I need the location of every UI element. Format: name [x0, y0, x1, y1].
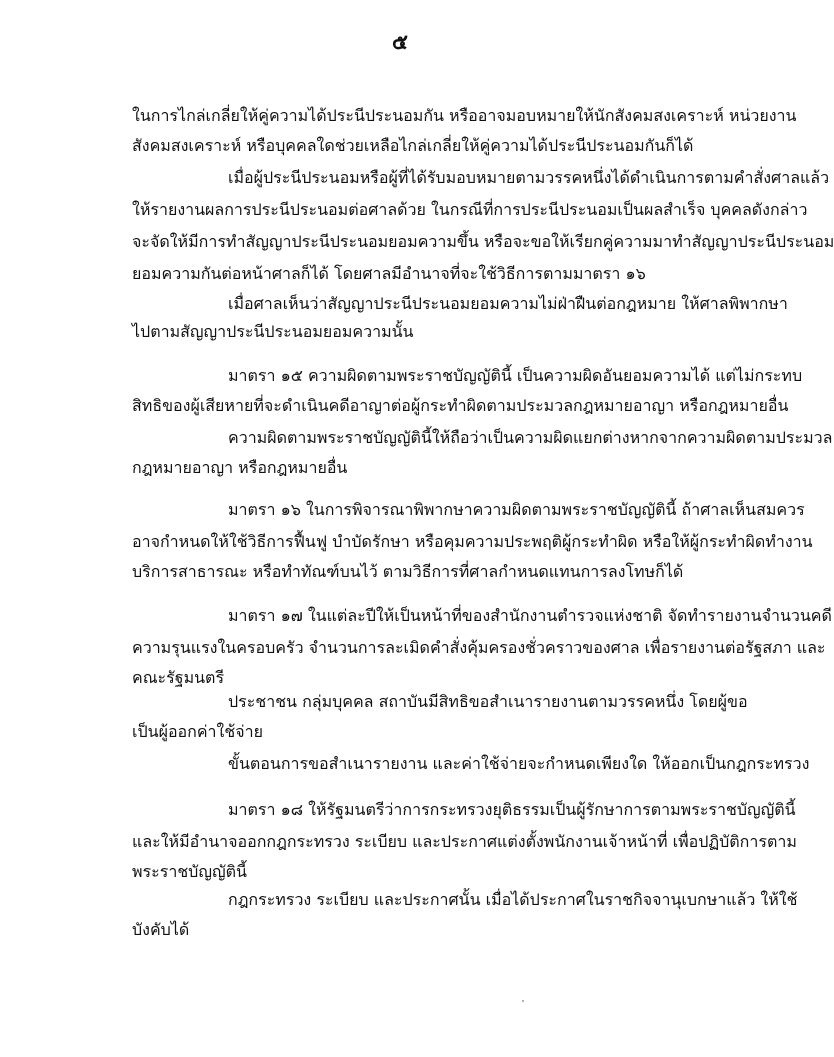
text-line: ในการไกล่เกลี่ยให้คู่ความได้ประนีประนอมกัน หรืออาจมอบหมายให้นักสังคมสงเคราะห์ หน่วยงาน: [132, 106, 797, 125]
text-line: ไปตามสัญญาประนีประนอมยอมความนั้น: [132, 322, 414, 341]
text-line: สิทธิของผู้เสียหายที่จะดำเนินคดีอาญาต่อผู้กระทำผิดตามประมวลกฎหมายอาญา หรือกฎหมายอื่น: [132, 396, 789, 415]
text-line: เป็นผู้ออกค่าใช้จ่าย: [132, 722, 263, 741]
text-line: สังคมสงเคราะห์ หรือบุคคลใดช่วยเหลือไกล่เกลี่ยให้คู่ความได้ประนีประนอมกันก็ได้: [132, 136, 694, 155]
text-line: มาตรา ๑๗ ในแต่ละปีให้เป็นหน้าที่ของสำนักงานตำรวจแห่งชาติ จัดทำรายงานจำนวนคดี: [228, 606, 832, 625]
text-line: บริการสาธารณะ หรือทำทัณฑ์บนไว้ ตามวิธีการที่ศาลกำหนดแทนการลงโทษก็ได้: [132, 562, 684, 581]
text-line: และให้มีอำนาจออกกฎกระทรวง ระเบียบ และประกาศแต่งตั้งพนักงานเจ้าหน้าที่ เพื่อปฏิบัติการตาม: [132, 832, 797, 851]
text-line: จะจัดให้มีการทำสัญญาประนีประนอมยอมความขึ้น หรือจะขอให้เรียกคู่ความมาทำสัญญาประนีประนอม: [132, 232, 834, 251]
text-line: ขั้นตอนการขอสำเนารายงาน และค่าใช้จ่ายจะกำหนดเพียงใด ให้ออกเป็นกฎกระทรวง: [228, 754, 810, 773]
text-line: ให้รายงานผลการประนีประนอมต่อศาลด้วย ในกรณีที่การประนีประนอมเป็นผลสำเร็จ บุคคลดังกล่าว: [132, 200, 808, 219]
text-line: มาตรา ๑๘ ให้รัฐมนตรีว่าการกระทรวงยุติธรรมเป็นผู้รักษาการตามพระราชบัญญัตินี้: [228, 800, 796, 819]
page-number: ๕: [392, 29, 408, 54]
scan-speck: [522, 1000, 524, 1002]
text-line: ยอมความกันต่อหน้าศาลก็ได้ โดยศาลมีอำนาจที่จะใช้วิธีการตามมาตรา ๑๖: [132, 264, 646, 283]
text-line: ความผิดตามพระราชบัญญัตินี้ให้ถือว่าเป็นความผิดแยกต่างหากจากความผิดตามประมวล: [228, 428, 833, 447]
text-line: บังคับได้: [132, 920, 190, 939]
text-line: ความรุนแรงในครอบครัว จำนวนการละเมิดคำสั่งคุ้มครองชั่วคราวของศาล เพื่อรายงานต่อรัฐสภา และ: [132, 638, 826, 657]
text-line: เมื่อศาลเห็นว่าสัญญาประนีประนอมยอมความไม่ฝ่าฝืนต่อกฎหมาย ให้ศาลพิพากษา: [228, 294, 788, 313]
text-line: กฎกระทรวง ระเบียบ และประกาศนั้น เมื่อได้ประกาศในราชกิจจานุเบกษาแล้ว ให้ใช้: [228, 890, 798, 909]
text-line: มาตรา ๑๖ ในการพิจารณาพิพากษาความผิดตามพระราชบัญญัตินี้ ถ้าศาลเห็นสมควร: [228, 500, 805, 519]
text-line: ประชาชน กลุ่มบุคคล สถาบันมีสิทธิขอสำเนารายงานตามวรรคหนึ่ง โดยผู้ขอ: [228, 692, 748, 711]
text-line: พระราชบัญญัตินี้: [132, 862, 247, 881]
text-line: คณะรัฐมนตรี: [132, 668, 225, 687]
text-line: เมื่อผู้ประนีประนอมหรือผู้ที่ได้รับมอบหมายตามวรรคหนึ่งได้ดำเนินการตามคำสั่งศาลแล้ว: [228, 168, 830, 187]
text-line: กฎหมายอาญา หรือกฎหมายอื่น: [132, 458, 348, 477]
text-line: มาตรา ๑๕ ความผิดตามพระราชบัญญัตินี้ เป็นความผิดอันยอมความได้ แต่ไม่กระทบ: [228, 366, 803, 385]
text-line: อาจกำหนดให้ใช้วิธีการฟื้นฟู บำบัดรักษา หรือคุมความประพฤติผู้กระทำผิด หรือให้ผู้กระทำผิดทำงาน: [132, 532, 813, 551]
